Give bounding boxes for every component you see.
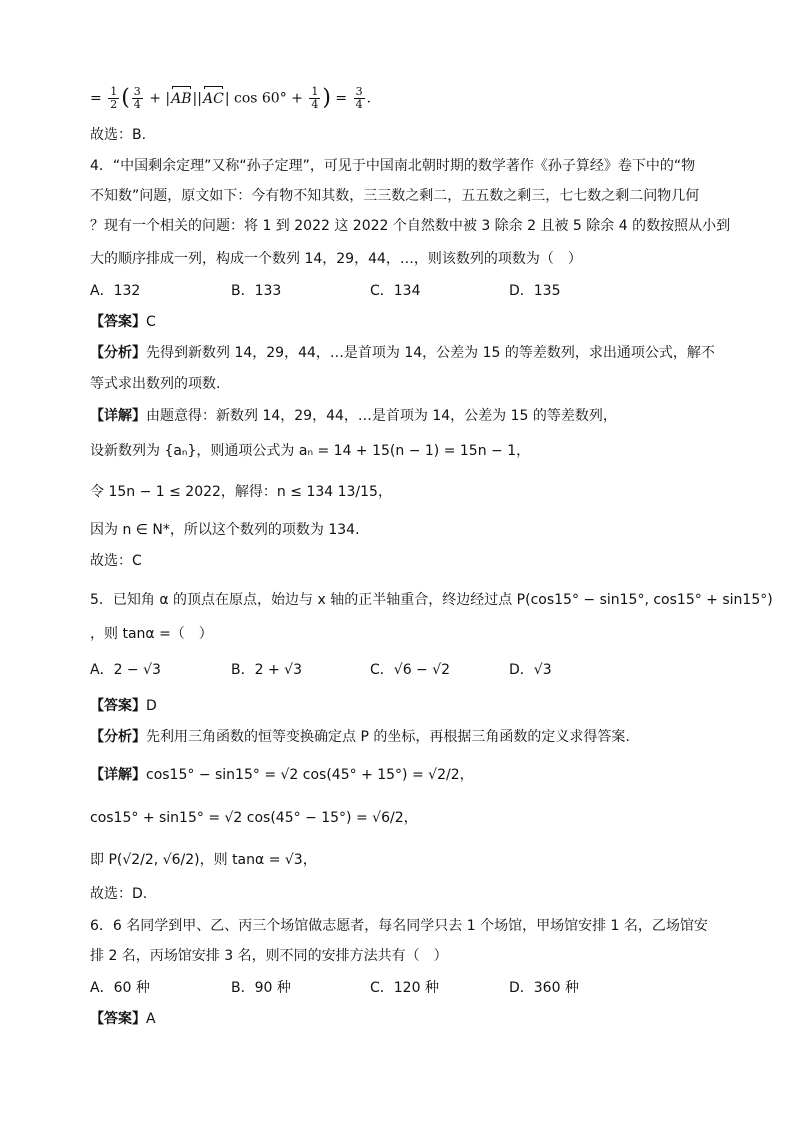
q5-analysis: 【分析】先利用三角函数的恒等变换确定点 P 的坐标，再根据三角函数的定义求得答案. <box>90 729 630 745</box>
q5-option-c: C．√6 − √2 <box>370 662 451 678</box>
q4-line1: 4．“中国剩余定理”又称“孙子定理”，可见于中国南北朝时期的数学著作《孙子算经》卷下中的“物 <box>90 158 696 174</box>
q4-analysis-cont: 等式求出数列的项数. <box>90 376 221 392</box>
q4-detail-result: 因为 n ∈ N*，所以这个数列的项数为 134. <box>90 522 360 538</box>
q4-line2: 不知数”问题，原文如下：今有物不知其数，三三数之剩二，五五数之剩三，七七数之剩二问物几何 <box>90 188 700 204</box>
q6-answer: 【答案】A <box>90 1011 156 1027</box>
q4-detail-general-term: 设新数列为 {aₙ}，则通项公式为 aₙ = 14 + 15(n − 1) = 15n − 1， <box>90 443 531 459</box>
q5-line1: 5．已知角 α 的顶点在原点，始边与 x 轴的正半轴重合，终边经过点 P(cos15° − sin15°, cos15° + sin15°) <box>90 592 773 608</box>
q4-detail: 【详解】由题意得：新数列 14，29，44，…是首项为 14，公差为 15 的等差数列， <box>90 408 617 424</box>
q6-option-b: B．90 种 <box>231 980 291 996</box>
q5-option-d: D．√3 <box>509 662 552 678</box>
q5-detail-cos-sum: cos15° + sin15° = √2 cos(45° − 15°) = √6/2， <box>90 810 418 826</box>
q4-line3: ？现有一个相关的问题：将 1 到 2022 这 2022 个自然数中被 3 除余 2 且被 5 除余 4 的数按照从小到 <box>90 218 731 234</box>
q4-option-d: D．135 <box>509 283 561 299</box>
q6-option-c: C．120 种 <box>370 980 439 996</box>
q4-answer: 【答案】C <box>90 314 156 330</box>
top-formula: = $\frac{1}{2}$ ( $\frac{3}{4}$ + |AB||AC| cos 60° + $\frac{1}{4}$ ) = $\frac{3}{4}$ . <box>90 85 372 111</box>
top-conclusion: 故选：B. <box>90 127 147 143</box>
q5-option-b: B．2 + √3 <box>231 662 302 678</box>
q4-analysis: 【分析】先得到新数列 14，29，44，…是首项为 14，公差为 15 的等差数列，求出通项公式，解不 <box>90 345 715 361</box>
q6-option-a: A．60 种 <box>90 980 150 996</box>
q4-option-a: A．132 <box>90 283 141 299</box>
q5-answer: 【答案】D <box>90 698 157 714</box>
q5-line2: ，则 tanα =（ ） <box>90 626 213 642</box>
q5-detail: 【详解】cos15° − sin15° = √2 cos(45° + 15°) = √2/2， <box>90 767 474 783</box>
q4-option-c: C．134 <box>370 283 421 299</box>
q4-option-b: B．133 <box>231 283 282 299</box>
q4-line4: 大的顺序排成一列，构成一个数列 14，29，44，…，则该数列的项数为（ ） <box>90 251 582 267</box>
q6-option-d: D．360 种 <box>509 980 579 996</box>
q6-line2: 排 2 名，丙场馆安排 3 名，则不同的安排方法共有（ ） <box>90 948 448 964</box>
q4-conclusion: 故选：C <box>90 553 142 569</box>
q5-conclusion: 故选：D. <box>90 886 148 902</box>
q5-option-a: A．2 − √3 <box>90 662 161 678</box>
q6-line1: 6．6 名同学到甲、乙、丙三个场馆做志愿者，每名同学只去 1 个场馆，甲场馆安排 1 名，乙场馆安 <box>90 918 708 934</box>
q4-detail-inequality: 令 15n − 1 ≤ 2022，解得：n ≤ 134 13/15， <box>90 484 392 500</box>
q5-detail-point: 即 P(√2/2, √6/2)，则 tanα = √3， <box>90 852 317 868</box>
